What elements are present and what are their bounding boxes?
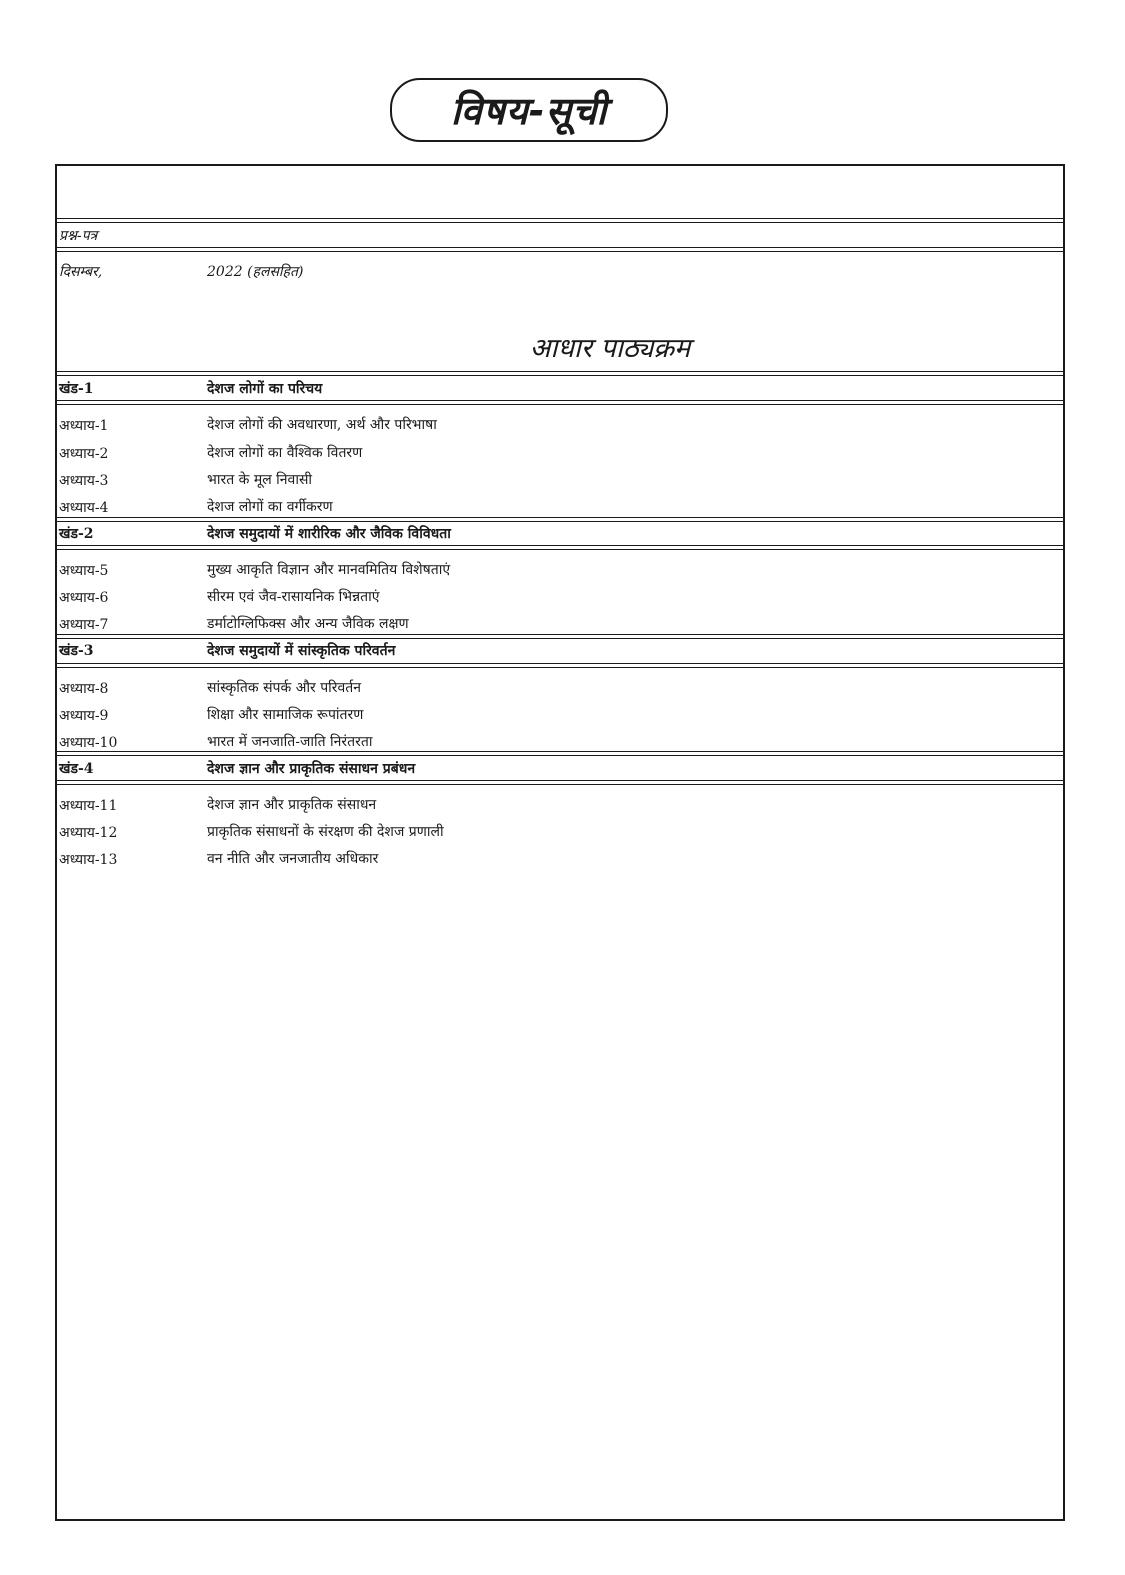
exam-month: दिसम्बर,	[59, 264, 103, 280]
chapter-title: सांस्कृतिक संपर्क और परिवर्तन	[207, 680, 362, 696]
block-label: खंड-3	[59, 643, 94, 659]
chapter-title: मुख्य आकृति विज्ञान और मानवमितिय विशेषताएं	[207, 562, 451, 578]
divider	[57, 663, 1063, 668]
chapter-title: शिक्षा और सामाजिक रूपांतरण	[207, 707, 364, 723]
divider	[57, 371, 1063, 376]
chapter-title: देशज लोगों का वर्गीकरण	[207, 499, 333, 515]
page-title-box	[390, 78, 668, 142]
divider	[57, 517, 1063, 522]
block-title: देशज समुदायों में सांस्कृतिक परिवर्तन	[207, 643, 396, 659]
chapter-label: अध्याय-10	[59, 735, 118, 751]
divider	[57, 545, 1063, 550]
chapter-label: अध्याय-12	[59, 825, 118, 841]
chapter-label: अध्याय-13	[59, 852, 118, 868]
chapter-label: अध्याय-1	[59, 418, 109, 434]
chapter-label: अध्याय-5	[59, 563, 109, 579]
contents-frame	[55, 164, 1065, 1521]
chapter-label: अध्याय-8	[59, 681, 109, 697]
chapter-label: अध्याय-4	[59, 500, 109, 516]
chapter-title: भारत के मूल निवासी	[207, 472, 313, 488]
chapter-label: अध्याय-3	[59, 473, 109, 489]
chapter-label: अध्याय-9	[59, 708, 109, 724]
chapter-title: देशज ज्ञान और प्राकृतिक संसाधन	[207, 797, 377, 813]
block-title: देशज लोगों का परिचय	[207, 381, 323, 397]
block-label: खंड-1	[59, 381, 94, 397]
chapter-label: अध्याय-6	[59, 590, 109, 606]
chapter-title: सीरम एवं जैव-रासायनिक भिन्नताएं	[207, 589, 380, 605]
chapter-title: भारत में जनजाति-जाति निरंतरता	[207, 734, 373, 750]
exam-year: 2022 (हलसहित)	[207, 264, 304, 280]
divider	[57, 780, 1063, 785]
block-title: देशज ज्ञान और प्राकृतिक संसाधन प्रबंधन	[207, 761, 416, 777]
chapter-label: अध्याय-2	[59, 446, 109, 462]
block-label: खंड-4	[59, 761, 94, 777]
chapter-label: अध्याय-11	[59, 798, 118, 814]
course-heading: आधार पाठ्यक्रम	[529, 333, 691, 364]
chapter-title: वन नीति और जनजातीय अधिकार	[207, 851, 379, 867]
divider	[57, 634, 1063, 639]
block-label: खंड-2	[59, 526, 94, 542]
divider	[57, 751, 1063, 756]
chapter-title: प्राकृतिक संसाधनों के संरक्षण की देशज प्रणाली	[207, 824, 444, 840]
prashn-patra-label: प्रश्न-पत्र	[59, 228, 98, 244]
divider	[57, 218, 1063, 223]
page-title: विषय-सूची	[450, 89, 608, 133]
chapter-label: अध्याय-7	[59, 617, 109, 633]
divider	[57, 400, 1063, 405]
chapter-title: डर्माटोग्लिफिक्स और अन्य जैविक लक्षण	[207, 616, 409, 632]
chapter-title: देशज लोगों का वैश्विक वितरण	[207, 445, 363, 461]
chapter-title: देशज लोगों की अवधारणा, अर्थ और परिभाषा	[207, 417, 437, 433]
block-title: देशज समुदायों में शारीरिक और जैविक विविधता	[207, 526, 451, 542]
divider	[57, 247, 1063, 252]
